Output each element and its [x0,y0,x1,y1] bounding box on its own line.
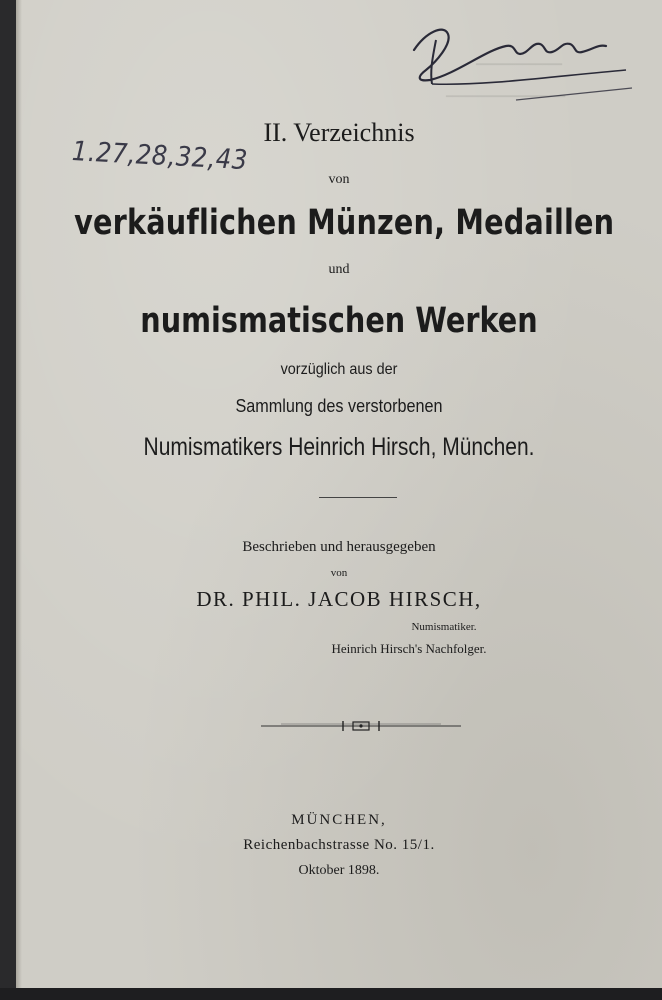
connector-und: und [328,262,350,277]
subtitle-line-2: Sammlung des verstorbenen [235,396,443,416]
publisher-address: Reichenbachstrasse No. 15/1. [243,837,435,853]
publication-date: Oktober 1898. [298,863,380,878]
separator-rule [319,497,397,498]
ornament-rule-icon [261,716,461,736]
document-page [16,0,662,1000]
handwritten-signature-icon [396,10,646,120]
handwritten-note: 1.27,28,32,43 [71,136,249,177]
description-von: von [330,567,348,579]
author-name: DR. PHIL. JACOB HIRSCH, [196,587,482,611]
author-role: Numismatiker. [411,621,477,633]
description: Beschrieben und herausgegeben [242,539,436,555]
title-numbered: II. Verzeichnis [263,118,415,147]
publication-place: MÜNCHEN, [291,812,387,828]
subtitle-line-3: Numismatikers Heinrich Hirsch, München. [143,433,535,461]
headline-line-2: numismatischen Werken [140,301,538,341]
connector-von: von [328,172,350,187]
headline-line-1: verkäuflichen Münzen, Medaillen [74,203,615,243]
show-through-texture: ━━━━━━━━━━━━━━━━━━ [446,91,566,103]
subtitle-line-1: vorzüglich aus der [280,361,398,378]
scan-bottom-edge [0,988,662,1000]
show-through-texture: ━━━━━━━━━━━━━ [476,59,563,71]
author-firm: Heinrich Hirsch's Nachfolger. [331,641,487,656]
